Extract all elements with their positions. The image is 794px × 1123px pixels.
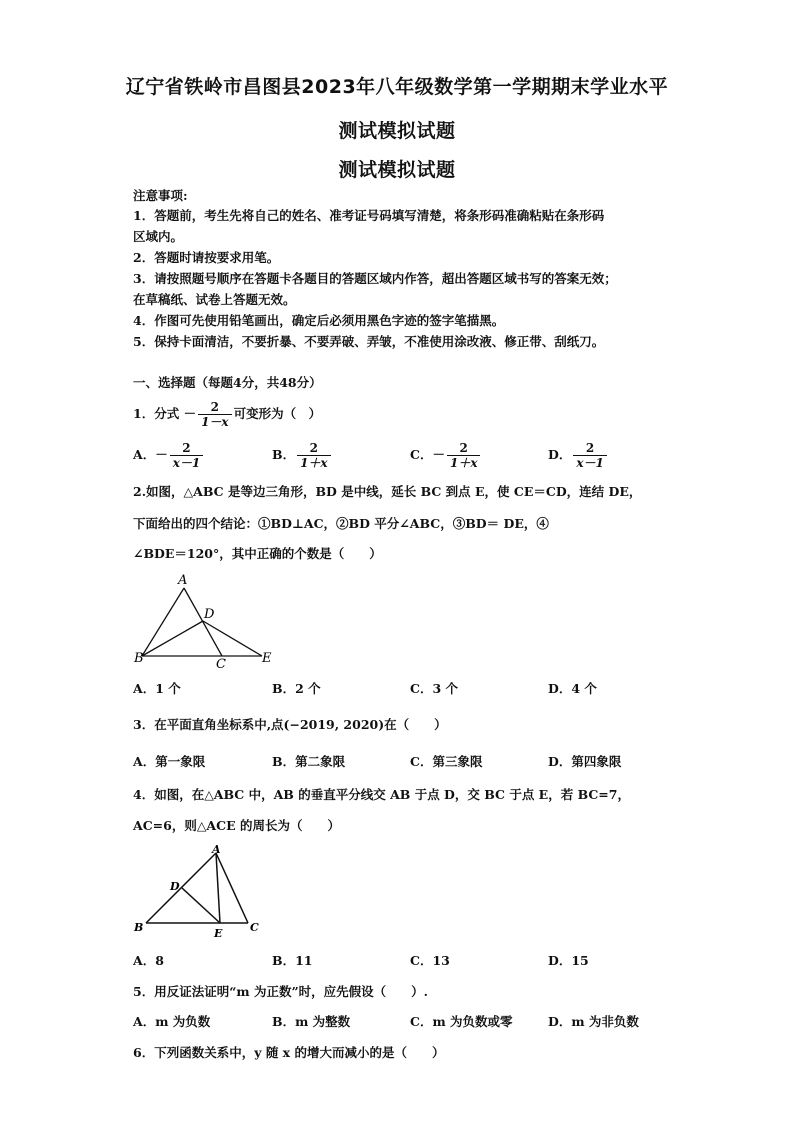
title-line-3: 测试模拟试题: [338, 159, 456, 181]
notice-heading: 注意事项:: [133, 188, 188, 203]
q2-edge-ac: [184, 588, 222, 656]
q4-option-d[interactable]: D．15: [548, 953, 589, 968]
q3-option-b[interactable]: B．第二象限: [272, 754, 346, 769]
notice-item: 区域内。: [133, 229, 184, 244]
q5-option-c[interactable]: C．m 为负数或零: [410, 1014, 513, 1029]
q2-label-a: A: [178, 573, 188, 588]
q1-option-c[interactable]: [410, 440, 482, 470]
q2-label-d: D: [204, 607, 215, 622]
q5-option-b[interactable]: B．m 为整数: [272, 1014, 351, 1029]
q1-option-c-fraction: [447, 441, 481, 470]
q2-option-b[interactable]: B．2 个: [272, 681, 321, 696]
q1-option-b-den: 1＋x: [297, 455, 331, 470]
q3-option-a[interactable]: A．第一象限: [133, 754, 206, 769]
q4-label-e: E: [214, 927, 223, 940]
question-2-line-3: ∠BDE＝120°，其中正确的个数是（ ）: [133, 546, 382, 561]
q5-options: [133, 1014, 693, 1044]
q1-option-d-fraction: [573, 441, 607, 470]
question-2-line-1: 2.如图，△ABC 是等边三角形，BD 是中线，延长 BC 到点 E，使 CE＝CD，连结 DE，: [133, 484, 642, 499]
q1-fraction: [198, 400, 232, 429]
q5-option-a[interactable]: A．m 为负数: [133, 1014, 211, 1029]
q1-option-b[interactable]: [272, 440, 333, 470]
question-5: 5．用反证法证明“m 为正数”时，应先假设（ ）.: [133, 984, 429, 999]
notice-item: 4．作图可先使用铅笔画出，确定后必须用黑色字迹的签字笔描黑。: [133, 313, 505, 328]
q1-option-d[interactable]: [548, 440, 609, 470]
q2-label-b: B: [134, 651, 144, 666]
q1-prefix: 1．分式: [133, 406, 180, 421]
question-6: 6．下列函数关系中，y 随 x 的增大而减小的是（ ）: [133, 1045, 445, 1060]
q2-options: [133, 681, 693, 711]
q1-options: [133, 440, 693, 470]
notice-item: 5．保持卡面清洁，不要折暴、不要弄破、弄皱，不准使用涂改液、修正带、刮纸刀。: [133, 334, 605, 349]
q4-label-a: A: [212, 843, 221, 856]
question-3: 3．在平面直角坐标系中,点(−2019, 2020)在（ ）: [133, 717, 447, 732]
title-line-2: 测试模拟试题: [338, 120, 456, 142]
q2-option-a[interactable]: A．1 个: [133, 681, 181, 696]
question-4-line-2: AC=6，则△ACE 的周长为（ ）: [133, 818, 340, 833]
q1-neg: －: [183, 406, 197, 421]
q4-segment-de: [182, 888, 220, 923]
q2-triangle-figure: [130, 570, 290, 670]
q1-option-a-sign: －: [155, 447, 168, 462]
section-heading: 一、选择题（每题4分，共48分）: [133, 375, 322, 390]
q5-option-d[interactable]: D．m 为非负数: [548, 1014, 639, 1029]
q1-option-d-num: 2: [585, 441, 595, 455]
q1-option-d-label: D．: [548, 447, 572, 462]
q1-option-b-label: B．: [272, 447, 296, 462]
q1-option-a-den: x－1: [170, 455, 204, 470]
q1-option-b-fraction: [297, 441, 331, 470]
q3-option-d[interactable]: D．第四象限: [548, 754, 622, 769]
q4-label-d: D: [170, 880, 180, 893]
q1-option-a[interactable]: [133, 440, 205, 470]
q1-option-c-label: C．: [410, 447, 433, 462]
q1-num: 2: [210, 400, 220, 414]
q1-option-b-num: 2: [309, 441, 319, 455]
q2-option-c[interactable]: C．3 个: [410, 681, 458, 696]
q4-edge-ab: [146, 853, 216, 923]
q1-option-a-num: 2: [182, 441, 191, 455]
q1-option-c-den: 1＋x: [447, 455, 481, 470]
q4-label-b: B: [134, 921, 144, 934]
notice-item: 1．答题前，考生先将自己的姓名、准考证号码填写清楚，将条形码准确粘贴在条形码: [133, 208, 605, 223]
q3-options: [133, 754, 693, 784]
q4-option-a[interactable]: A．8: [133, 953, 164, 968]
q4-options: [133, 953, 693, 983]
q2-segment-bd: [142, 621, 203, 656]
q1-suffix: 可变形为（ ）: [233, 406, 322, 421]
q4-triangle-figure: [130, 843, 270, 943]
q4-segment-ae: [216, 853, 220, 923]
question-4-line-1: 4．如图，在△ABC 中，AB 的垂直平分线交 AB 于点 D，交 BC 于点 E，若 BC=7，: [133, 787, 630, 802]
q4-edge-ac: [216, 853, 248, 923]
notice-item: 在草稿纸、试卷上答题无效。: [133, 292, 296, 307]
notice-item: 2．答题时请按要求用笔。: [133, 250, 280, 265]
q1-option-c-sign: －: [432, 447, 445, 462]
notice-item: 3．请按照题号顺序在答题卡各题目的答题区域内作答，超出答题区域书写的答案无效；: [133, 271, 617, 286]
q2-edge-ab: [142, 588, 184, 656]
question-1: [133, 399, 321, 429]
q2-label-c: C: [216, 657, 226, 670]
q1-option-a-label: A．: [133, 447, 156, 462]
q3-option-c[interactable]: C．第三象限: [410, 754, 483, 769]
question-2-line-2: 下面给出的四个结论：①BD⊥AC，②BD 平分∠ABC，③BD＝ DE，④: [133, 516, 549, 531]
q2-label-e: E: [262, 651, 272, 666]
q1-option-c-num: 2: [459, 441, 468, 455]
q4-label-c: C: [250, 921, 259, 934]
q1-den: 1－x: [198, 414, 232, 429]
q1-option-a-fraction: [170, 441, 204, 470]
q4-option-b[interactable]: B．11: [272, 953, 313, 968]
q4-option-c[interactable]: C．13: [410, 953, 450, 968]
title-line-1: 辽宁省铁岭市昌图县2023年八年级数学第一学期期末学业水平: [125, 76, 669, 98]
q1-option-d-den: x－1: [573, 455, 607, 470]
q2-option-d[interactable]: D．4 个: [548, 681, 597, 696]
